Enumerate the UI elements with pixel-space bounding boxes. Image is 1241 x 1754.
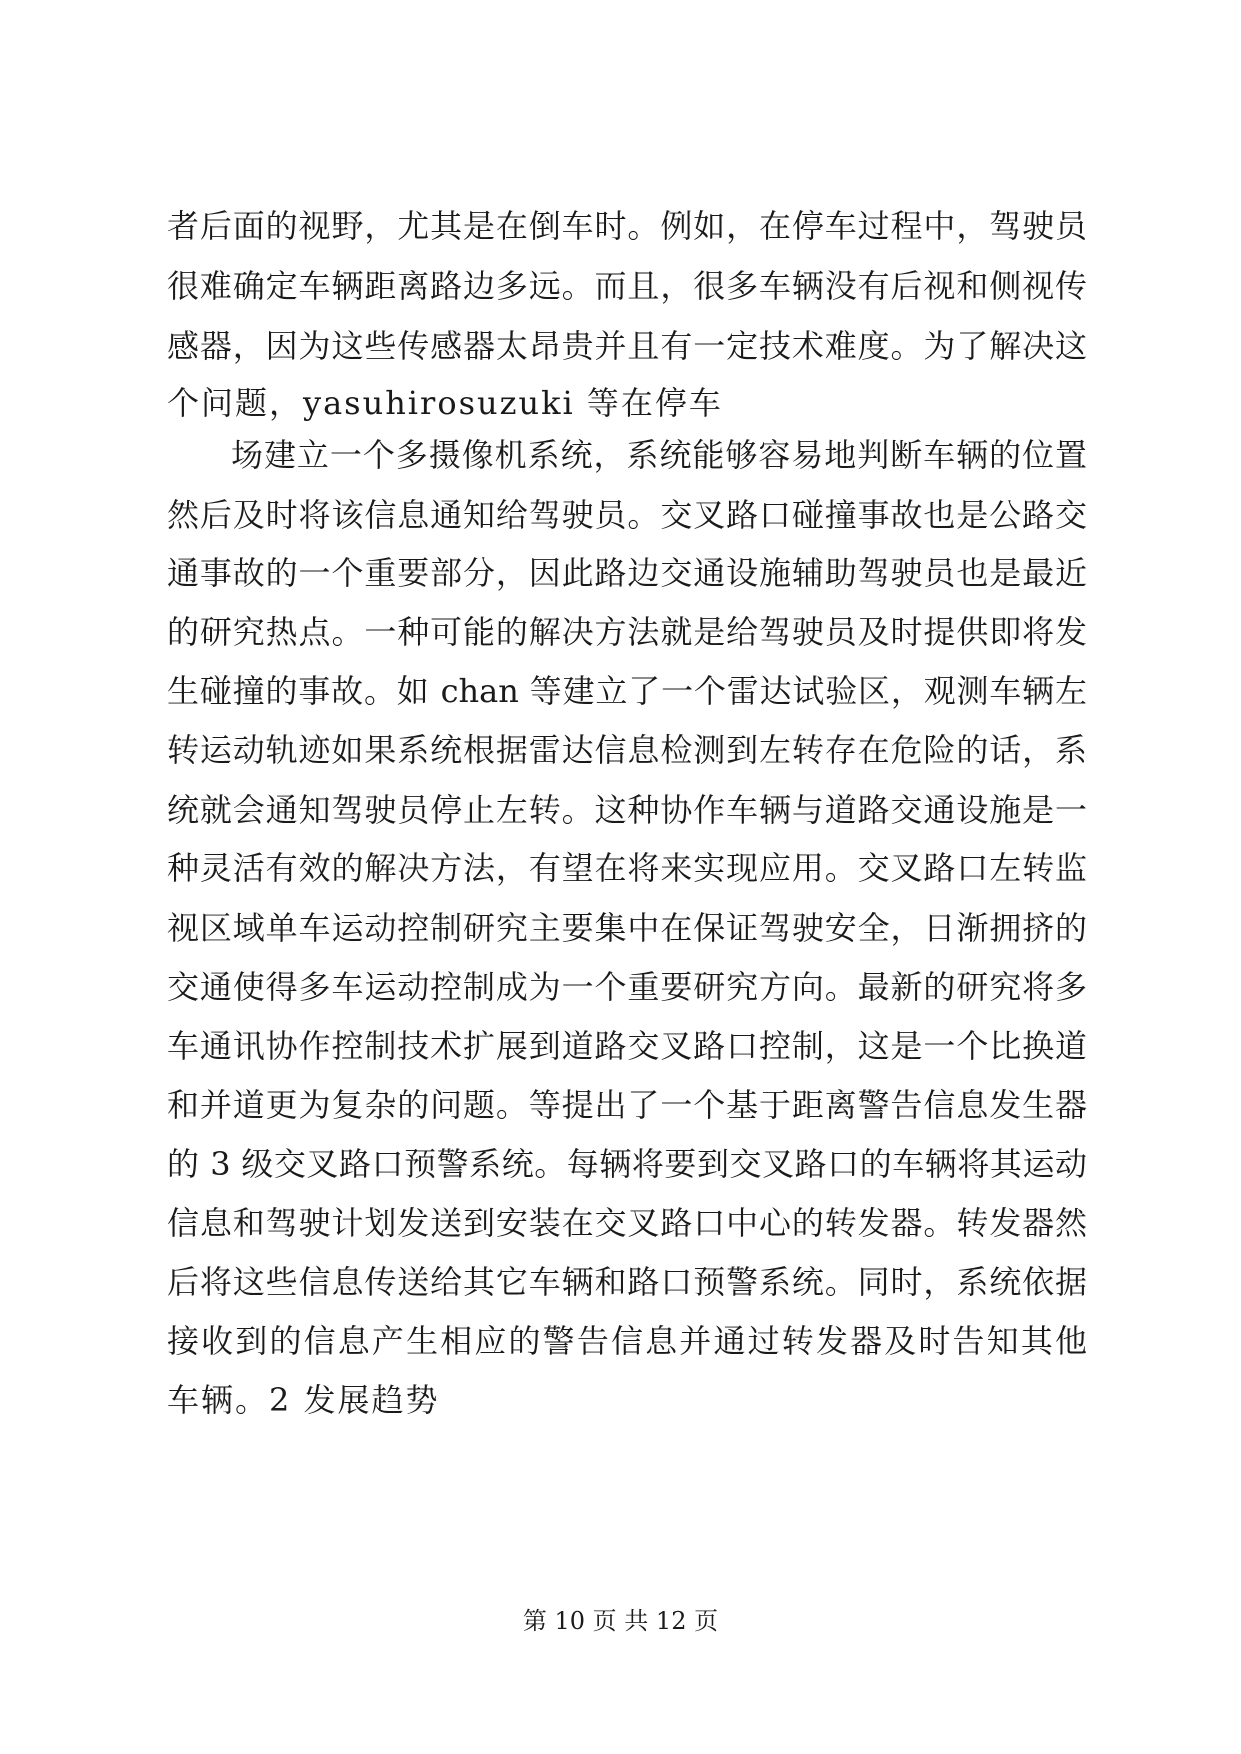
paragraph-2-line-17: 车辆。2 发展趋势: [167, 1381, 440, 1419]
paragraph-2-line-16: 接收到的信息产生相应的警告信息并通过转发器及时告知其他: [167, 1322, 1087, 1360]
paragraph-2-line-15: 后将这些信息传送给其它车辆和路口预警系统。同时，系统依据: [167, 1263, 1087, 1301]
paragraph-1-line-2: 很难确定车辆距离路边多远。而且，很多车辆没有后视和侧视传: [167, 267, 1087, 305]
page-number-footer: 第 10 页 共 12 页: [522, 1607, 719, 1635]
paragraph-2-line-3: 通事故的一个重要部分，因此路边交通设施辅助驾驶员也是最近: [167, 554, 1087, 592]
paragraph-2-line-4: 的研究热点。一种可能的解决方法就是给驾驶员及时提供即将发: [167, 613, 1087, 651]
paragraph-2-line-5: 生碰撞的事故。如 chan 等建立了一个雷达试验区，观测车辆左: [167, 672, 1087, 710]
paragraph-2-line-13: 的 3 级交叉路口预警系统。每辆将要到交叉路口的车辆将其运动: [167, 1145, 1087, 1183]
paragraph-2-line-11: 车通讯协作控制技术扩展到道路交叉路口控制，这是一个比换道: [167, 1027, 1087, 1065]
paragraph-2-line-7: 统就会通知驾驶员停止左转。这种协作车辆与道路交通设施是一: [167, 791, 1087, 829]
paragraph-2-line-10: 交通使得多车运动控制成为一个重要研究方向。最新的研究将多: [167, 968, 1087, 1006]
paragraph-2-line-1: 场建立一个多摄像机系统，系统能够容易地判断车辆的位置: [231, 436, 1087, 474]
paragraph-1-line-4: 个问题，yasuhirosuzuki 等在停车: [167, 384, 723, 422]
paragraph-2-line-14: 信息和驾驶计划发送到安装在交叉路口中心的转发器。转发器然: [167, 1204, 1087, 1242]
paragraph-2-line-6: 转运动轨迹如果系统根据雷达信息检测到左转存在危险的话，系: [167, 731, 1087, 769]
paragraph-1-line-3: 感器，因为这些传感器太昂贵并且有一定技术难度。为了解决这: [167, 327, 1087, 365]
paragraph-2-line-12: 和并道更为复杂的问题。等提出了一个基于距离警告信息发生器: [167, 1086, 1087, 1124]
paragraph-2-line-8: 种灵活有效的解决方法，有望在将来实现应用。交叉路口左转监: [167, 849, 1087, 887]
paragraph-2-line-2: 然后及时将该信息通知给驾驶员。交叉路口碰撞事故也是公路交: [167, 496, 1087, 534]
paragraph-2-line-9: 视区域单车运动控制研究主要集中在保证驾驶安全，日渐拥挤的: [167, 909, 1087, 947]
paragraph-1-line-1: 者后面的视野，尤其是在倒车时。例如，在停车过程中，驾驶员: [167, 207, 1087, 245]
